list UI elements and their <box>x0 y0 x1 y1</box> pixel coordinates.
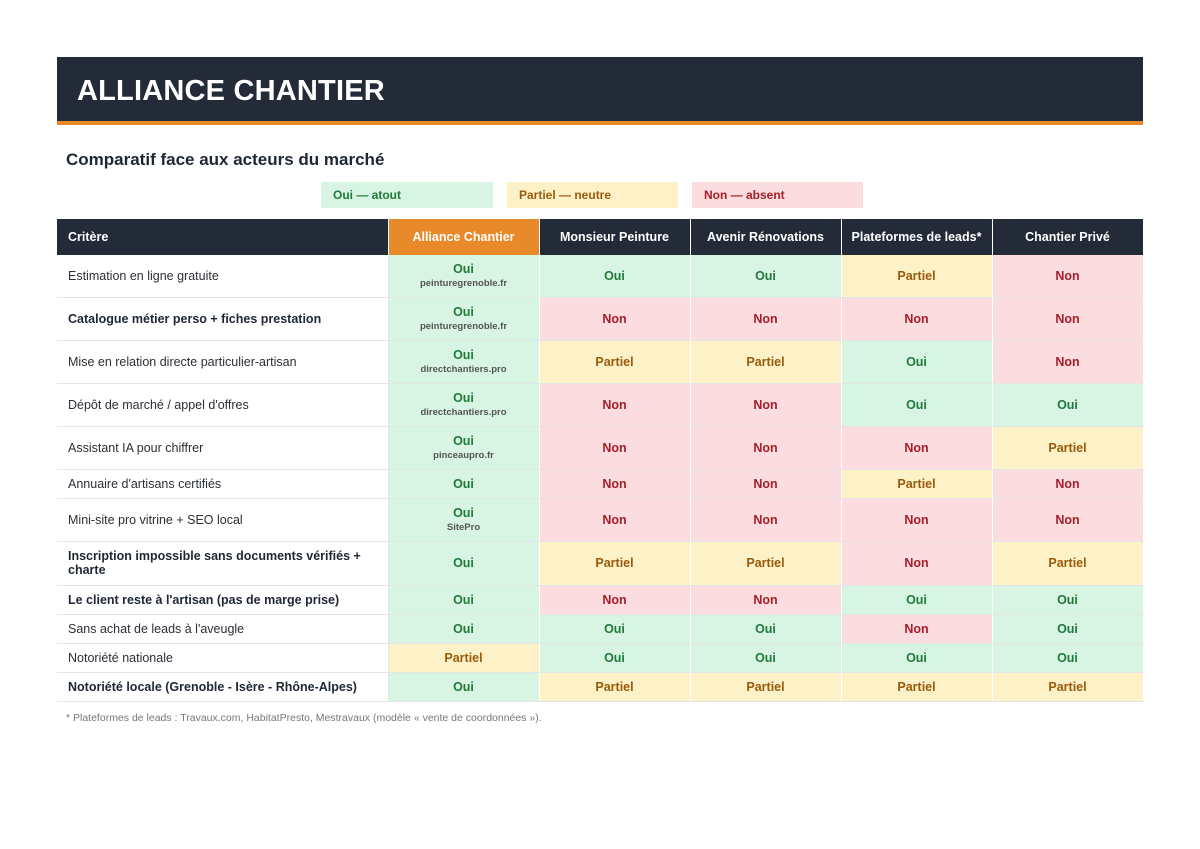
value-cell <box>388 255 539 297</box>
value-label: Non <box>904 311 929 326</box>
criterion-cell: Le client reste à l'artisan (pas de marge prise) <box>57 585 388 614</box>
criterion-cell: Inscription impossible sans documents vérifiés + charte <box>57 541 388 585</box>
value-cell <box>690 498 841 541</box>
source-label: peinturegrenoble.fr <box>419 278 508 290</box>
value-label: Non <box>602 512 627 527</box>
value-label: Partiel <box>595 679 634 694</box>
value-cell <box>388 340 539 383</box>
col-header-chantier-prive: Chantier Privé <box>992 219 1143 255</box>
value-cell <box>388 426 539 469</box>
value-cell <box>539 643 690 672</box>
value-cell <box>539 426 690 469</box>
value-label: Non <box>1055 268 1080 283</box>
criterion-cell: Mini-site pro vitrine + SEO local <box>57 498 388 541</box>
footnote: * Plateformes de leads : Travaux.com, HabitatPresto, Mestravaux (modèle « vente de coordonnées »). <box>66 712 542 724</box>
value-label: Non <box>753 440 778 455</box>
value-label: Partiel <box>746 679 785 694</box>
value-cell <box>539 297 690 340</box>
value-cell <box>388 469 539 498</box>
comparison-table <box>57 219 1144 702</box>
value-cell <box>690 614 841 643</box>
value-label: Non <box>904 512 929 527</box>
table-header-row <box>57 219 1143 255</box>
value-cell <box>992 643 1143 672</box>
value-label: Non <box>1055 354 1080 369</box>
value-label: Oui <box>453 621 474 636</box>
value-label: Partiel <box>897 476 936 491</box>
value-label: Non <box>602 311 627 326</box>
col-header-critere: Critère <box>57 219 388 255</box>
col-header-monsieur-peinture: Monsieur Peinture <box>539 219 690 255</box>
value-label: Oui <box>1057 397 1078 412</box>
table-row <box>57 643 1143 672</box>
table-body <box>57 255 1143 701</box>
criterion-cell: Annuaire d'artisans certifiés <box>57 469 388 498</box>
page-title: ALLIANCE CHANTIER <box>77 75 385 107</box>
value-cell <box>539 383 690 426</box>
source-label: SitePro <box>446 522 481 533</box>
value-cell <box>388 614 539 643</box>
source-label: pinceaupro.fr <box>433 450 494 461</box>
value-cell <box>388 585 539 614</box>
value-label: Oui <box>453 679 474 694</box>
section-subtitle: Comparatif face aux acteurs du marché <box>66 150 385 169</box>
value-label: Oui <box>453 305 474 319</box>
table-row <box>57 585 1143 614</box>
table-row <box>57 672 1143 701</box>
value-label: Partiel <box>1048 679 1087 694</box>
value-label: Non <box>904 556 929 570</box>
value-cell <box>992 426 1143 469</box>
value-label: Oui <box>755 650 776 665</box>
value-label: Partiel <box>897 268 936 283</box>
value-label: Oui <box>755 621 776 636</box>
value-label: Oui <box>453 592 474 607</box>
value-label: Oui <box>453 506 474 520</box>
value-label: Oui <box>453 262 474 277</box>
value-cell <box>388 643 539 672</box>
col-header-plateformes-leads: Plateformes de leads* <box>841 219 992 255</box>
value-cell <box>992 614 1143 643</box>
value-cell <box>539 498 690 541</box>
value-cell <box>388 541 539 585</box>
value-label: Non <box>602 397 627 412</box>
value-cell <box>841 614 992 643</box>
source-label: directchantiers.pro <box>420 407 507 418</box>
value-cell <box>992 383 1143 426</box>
criterion-cell: Notoriété nationale <box>57 643 388 672</box>
value-label: Oui <box>453 476 474 491</box>
criterion-cell: Catalogue métier perso + fiches prestation <box>57 297 388 340</box>
value-label: Oui <box>604 621 625 636</box>
value-cell <box>992 255 1143 297</box>
value-label: Oui <box>453 434 474 448</box>
source-label: directchantiers.pro <box>420 364 507 375</box>
table-row <box>57 340 1143 383</box>
value-cell <box>690 585 841 614</box>
value-label: Oui <box>1057 621 1078 636</box>
value-cell <box>539 541 690 585</box>
value-label: Partiel <box>595 556 634 570</box>
table-row <box>57 469 1143 498</box>
value-cell <box>539 614 690 643</box>
value-cell <box>539 255 690 297</box>
value-cell <box>992 297 1143 340</box>
value-cell <box>992 541 1143 585</box>
criterion-cell: Assistant IA pour chiffrer <box>57 426 388 469</box>
criterion-cell: Sans achat de leads à l'aveugle <box>57 614 388 643</box>
value-cell <box>841 340 992 383</box>
value-label: Oui <box>906 650 927 665</box>
criterion-cell: Estimation en ligne gratuite <box>57 255 388 297</box>
value-cell <box>690 297 841 340</box>
value-cell <box>841 383 992 426</box>
value-label: Partiel <box>1048 556 1087 570</box>
criterion-cell: Dépôt de marché / appel d'offres <box>57 383 388 426</box>
value-label: Oui <box>453 348 474 362</box>
table-row <box>57 614 1143 643</box>
col-header-alliance-chantier: Alliance Chantier <box>388 219 539 255</box>
value-label: Non <box>753 512 778 527</box>
table-row <box>57 498 1143 541</box>
value-label: Non <box>753 476 778 491</box>
criterion-cell: Mise en relation directe particulier-artisan <box>57 340 388 383</box>
value-label: Partiel <box>595 354 634 369</box>
value-cell <box>841 585 992 614</box>
value-cell <box>841 672 992 701</box>
value-cell <box>992 672 1143 701</box>
value-cell <box>841 643 992 672</box>
value-label: Non <box>753 592 778 607</box>
value-label: Non <box>904 621 929 636</box>
value-cell <box>992 585 1143 614</box>
value-cell <box>539 340 690 383</box>
value-cell <box>690 672 841 701</box>
value-cell <box>992 498 1143 541</box>
value-cell <box>690 541 841 585</box>
table-row <box>57 383 1143 426</box>
value-cell <box>841 297 992 340</box>
value-cell <box>539 672 690 701</box>
table-row <box>57 297 1143 340</box>
value-cell <box>992 469 1143 498</box>
value-label: Non <box>602 440 627 455</box>
value-cell <box>992 340 1143 383</box>
value-label: Partiel <box>444 650 483 665</box>
value-label: Partiel <box>1048 440 1087 455</box>
value-cell <box>690 426 841 469</box>
value-cell <box>539 469 690 498</box>
value-label: Non <box>602 592 627 607</box>
table-row <box>57 255 1143 297</box>
value-label: Non <box>1055 476 1080 491</box>
value-label: Partiel <box>746 556 785 570</box>
table-row <box>57 541 1143 585</box>
value-cell <box>841 498 992 541</box>
page-header <box>57 57 1143 125</box>
value-label: Non <box>1055 512 1080 527</box>
legend-non: Non — absent <box>692 182 863 208</box>
value-label: Non <box>602 476 627 491</box>
value-label: Oui <box>755 268 776 283</box>
table-row <box>57 426 1143 469</box>
value-label: Oui <box>604 650 625 665</box>
source-label: peinturegrenoble.fr <box>419 321 508 332</box>
value-label: Partiel <box>746 354 785 369</box>
value-cell <box>841 255 992 297</box>
value-label: Oui <box>604 268 625 283</box>
value-cell <box>388 498 539 541</box>
value-cell <box>690 643 841 672</box>
criterion-cell: Notoriété locale (Grenoble - Isère - Rhône-Alpes) <box>57 672 388 701</box>
value-cell <box>690 340 841 383</box>
value-label: Partiel <box>897 679 936 694</box>
value-label: Oui <box>906 397 927 412</box>
value-cell <box>690 255 841 297</box>
value-cell <box>388 672 539 701</box>
value-label: Oui <box>906 592 927 607</box>
value-cell <box>841 541 992 585</box>
value-label: Oui <box>906 354 927 369</box>
value-label: Non <box>753 397 778 412</box>
value-label: Oui <box>1057 592 1078 607</box>
legend-partiel: Partiel — neutre <box>507 182 678 208</box>
value-cell <box>388 383 539 426</box>
value-label: Oui <box>453 556 474 570</box>
value-cell <box>690 469 841 498</box>
col-header-avenir-renovations: Avenir Rénovations <box>690 219 841 255</box>
legend-oui: Oui — atout <box>321 182 493 208</box>
value-label: Oui <box>453 391 474 405</box>
value-cell <box>388 297 539 340</box>
value-cell <box>841 426 992 469</box>
value-label: Non <box>1055 311 1080 326</box>
value-label: Non <box>753 311 778 326</box>
value-label: Oui <box>1057 650 1078 665</box>
value-cell <box>539 585 690 614</box>
value-cell <box>690 383 841 426</box>
value-cell <box>841 469 992 498</box>
value-label: Non <box>904 440 929 455</box>
